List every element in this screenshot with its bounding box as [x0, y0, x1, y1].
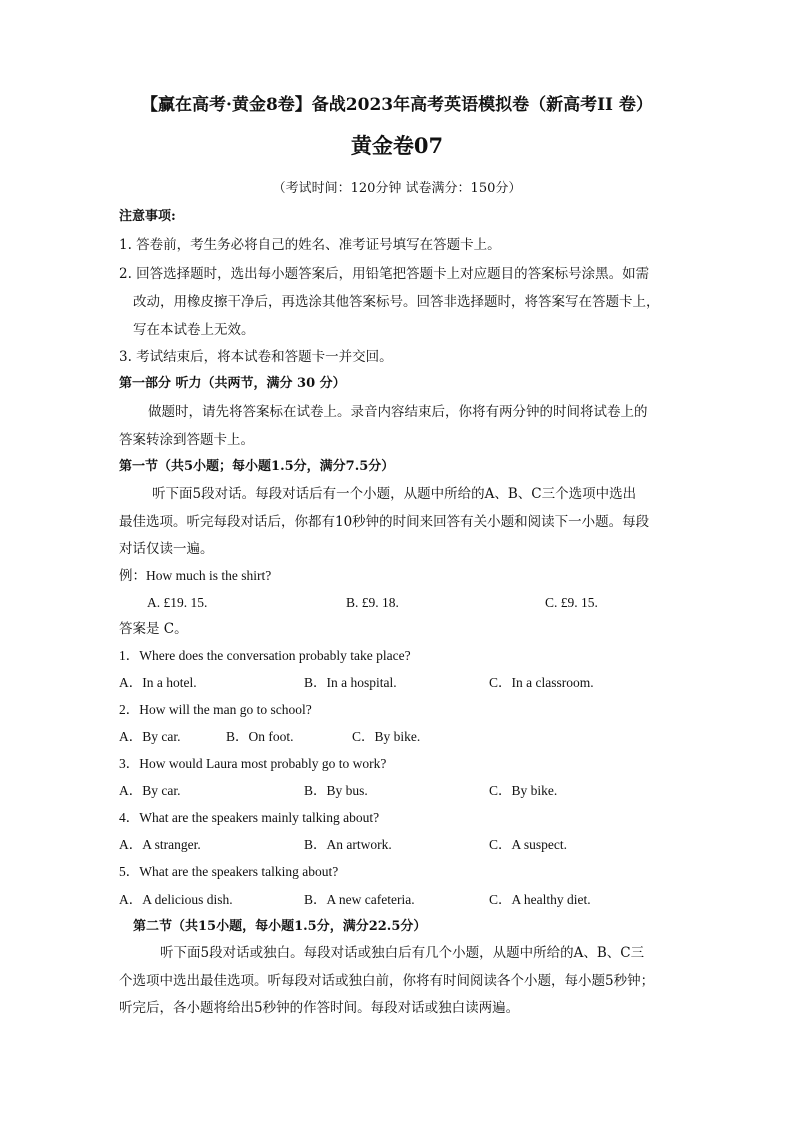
q4-option-c: C．A suspect.: [489, 837, 568, 852]
exam-info: （考试时间：120分钟 试卷满分：150分）: [272, 181, 522, 196]
q1-option-b: B．In a hospital.: [304, 675, 397, 690]
section2-heading: 第二节（共15小题，每小题1.5分，满分22.5分）: [133, 919, 427, 934]
q5-option-b: B．A new cafeteria.: [304, 892, 415, 907]
q5-option-a: A．A delicious dish.: [119, 892, 233, 907]
q2-option-b: B．On foot.: [226, 729, 294, 744]
section1-intro: 对话仅读一遍。: [119, 541, 214, 557]
q4-option-b: B．An artwork.: [304, 837, 392, 852]
q4-option-a: A．A stranger.: [119, 837, 201, 852]
notice-item: 写在本试卷上无效。: [133, 322, 255, 338]
paper-subtitle: 黄金卷07: [350, 133, 444, 158]
notice-item: 2. 回答选择题时，选出每小题答案后，用铅笔把答题卡上对应题目的答案标号涂黑。如需: [119, 266, 650, 282]
question-2: 2．How will the man go to school?: [119, 702, 312, 717]
section2-intro: 个选项中选出最佳选项。听每段对话或独白前，你将有时间阅读各个小题，每小题5秒钟；: [119, 973, 655, 989]
question-1: 1．Where does the conversation probably take place?: [119, 648, 411, 663]
example-question: 例：How much is the shirt?: [119, 568, 272, 583]
part1-intro: 答案转涂到答题卡上。: [119, 432, 254, 448]
q1-option-c: C．In a classroom.: [489, 675, 594, 690]
example-answer: 答案是 C。: [119, 621, 188, 637]
section2-intro: 听完后，各小题将给出5秒钟的作答时间。每段对话或独白读两遍。: [119, 1000, 520, 1016]
q5-option-c: C．A healthy diet.: [489, 892, 591, 907]
section2-intro: 听下面5段对话或独白。每段对话或独白后有几个小题，从题中所给的A、B、C三: [160, 945, 645, 961]
notice-item: 1. 答卷前，考生务必将自己的姓名、准考证号填写在答题卡上。: [119, 237, 501, 253]
q3-option-a: A．By car.: [119, 783, 181, 798]
notice-heading: 注意事项:: [119, 209, 176, 224]
part1-intro: 做题时，请先将答案标在试卷上。录音内容结束后，你将有两分钟的时间将试卷上的: [148, 404, 648, 420]
q1-option-a: A．In a hotel.: [119, 675, 197, 690]
example-option-c: C. £9. 15.: [545, 595, 598, 610]
question-5: 5．What are the speakers talking about?: [119, 864, 339, 879]
question-4: 4．What are the speakers mainly talking about?: [119, 810, 380, 825]
notice-item: 3. 考试结束后，将本试卷和答题卡一并交回。: [119, 349, 393, 365]
q3-option-b: B．By bus.: [304, 783, 368, 798]
q2-option-c: C．By bike.: [352, 729, 421, 744]
example-option-a: A. £19. 15.: [147, 595, 208, 610]
section1-intro: 最佳选项。听完每段对话后，你都有10秒钟的时间来回答有关小题和阅读下一小题。每段: [119, 514, 650, 530]
q2-option-a: A．By car.: [119, 729, 181, 744]
section1-heading: 第一节（共5小题；每小题1.5分，满分7.5分）: [119, 459, 395, 474]
example-option-b: B. £9. 18.: [346, 595, 399, 610]
notice-item: 改动，用橡皮擦干净后，再选涂其他答案标号。回答非选择题时，将答案写在答题卡上，: [133, 294, 660, 310]
q3-option-c: C．By bike.: [489, 783, 558, 798]
part1-heading: 第一部分 听力（共两节，满分 30 分）: [119, 376, 346, 391]
exam-title: 【赢在高考·黄金8卷】备战2023年高考英语模拟卷（新高考II 卷）: [141, 95, 653, 115]
question-3: 3．How would Laura most probably go to work?: [119, 756, 387, 771]
section1-intro: 听下面5段对话。每段对话后有一个小题，从题中所给的A、B、C三个选项中选出: [152, 486, 637, 502]
